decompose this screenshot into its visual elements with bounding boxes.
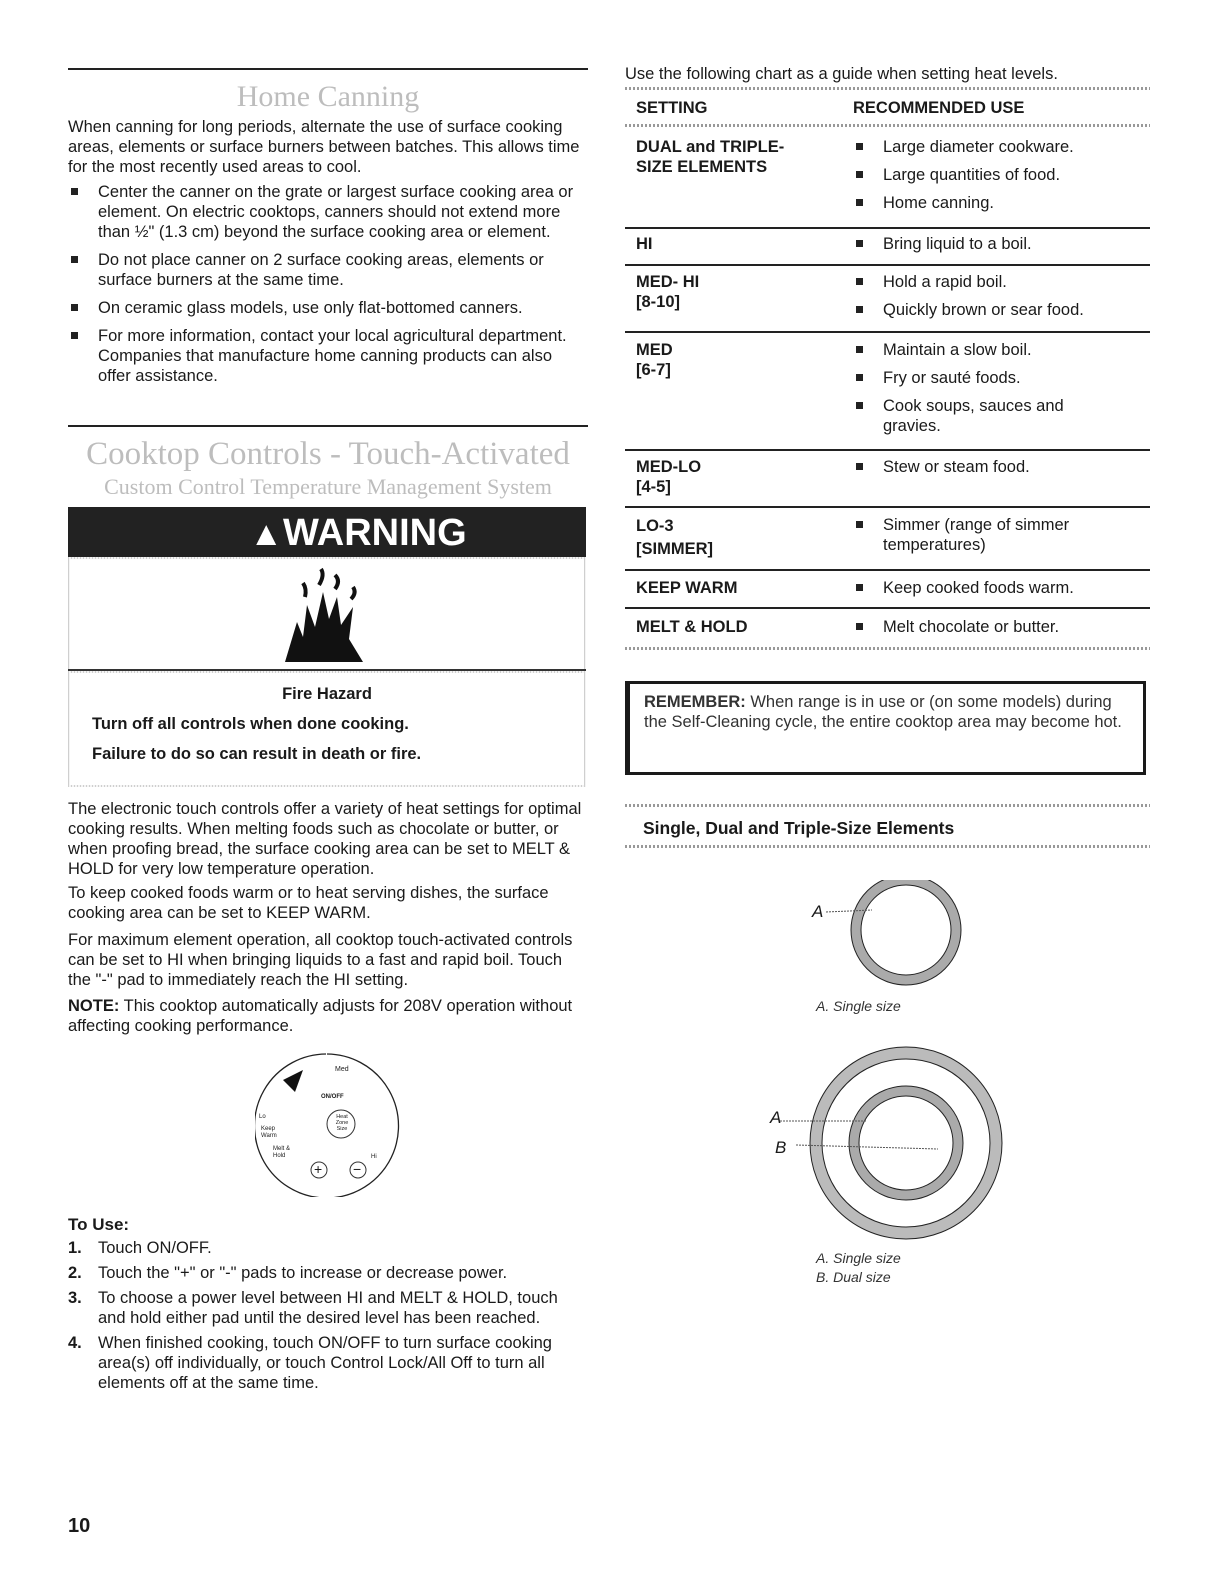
fig2-label-b: B (775, 1138, 787, 1157)
dial-keep-warm: Keep Warm (261, 1126, 277, 1139)
col-use-header: RECOMMENDED USE (853, 99, 1025, 117)
step-item: 4. When finished cooking, touch ON/OFF to turn surface cooking area(s) off individually, or touch Control Lock/All Off to turn all elements off at the same time. (68, 1334, 552, 1392)
to-use-steps (68, 1238, 588, 1398)
use-cell (853, 578, 1153, 606)
list-item: On ceramic glass models, use only flat-bottomed canners. (68, 298, 588, 318)
warning-text-panel (70, 673, 584, 785)
control-dial (255, 1052, 405, 1197)
list-item: Home canning. (853, 193, 1153, 213)
row-divider (625, 331, 1150, 333)
use-cell (853, 457, 1153, 485)
note-label: NOTE: (68, 997, 120, 1015)
warning-divider (68, 669, 586, 671)
setting-cell: DUAL and TRIPLE- SIZE ELEMENTS (636, 138, 785, 176)
table-row (636, 272, 1151, 332)
use-cell (853, 272, 1153, 328)
row-divider (625, 506, 1150, 508)
fig2-caption-a: A. Single size (816, 1250, 901, 1266)
col-setting-header: SETTING (636, 99, 708, 117)
note-text: This cooktop automatically adjusts for 208V operation without affecting cooking performance. (68, 997, 573, 1035)
dial-med: Med (335, 1066, 349, 1073)
row-divider (625, 449, 1150, 451)
dash-divider (625, 804, 1150, 807)
fig1-caption: A. Single size (816, 998, 901, 1014)
minus-button[interactable]: − (353, 1161, 362, 1177)
page-number: 10 (68, 1515, 91, 1537)
setting-cell: KEEP WARM (636, 579, 738, 597)
chart-intro: Use the following chart as a guide when setting heat levels. (625, 65, 1058, 83)
use-cell (853, 617, 1153, 645)
setting-cell: MED-LO [4-5] (636, 458, 702, 496)
paragraph-touch-controls: The electronic touch controls offer a variety of heat settings for optimal cooking results. When melting foods such as chocolate or butter, or when proofing bread, the surface cooking area can be set to MELT & HOLD for very low temperature operation. (68, 800, 582, 878)
section-rule (68, 425, 588, 427)
list-item: Fry or sauté foods. (853, 368, 1083, 388)
setting-cell: MED [6-7] (636, 341, 673, 379)
fire-hazard: Fire Hazard (282, 685, 372, 703)
dial-graphic (255, 1052, 405, 1197)
step-item: 3. To choose a power level between HI and MELT & HOLD, touch and hold either pad until the desired level has been reached. (68, 1289, 558, 1327)
elements-heading: Single, Dual and Triple-Size Elements (643, 818, 955, 838)
fire-icon (275, 567, 375, 667)
list-item: For more information, contact your local agricultural department. Companies that manufacture home canning products can also offer assistance. (68, 326, 588, 386)
use-cell (853, 234, 1153, 262)
table-row (636, 578, 1151, 606)
list-item: Cook soups, sauces and gravies. (853, 396, 1083, 436)
top-rule (68, 68, 588, 70)
fig2-caption-b: B. Dual size (816, 1269, 891, 1285)
cooktop-title: Cooktop Controls - Touch-Activated (86, 436, 570, 472)
setting-cell: HI (636, 235, 653, 253)
setting-cell: LO-3 [SIMMER] (636, 517, 713, 558)
single-element-diagram (808, 880, 968, 990)
list-item: Maintain a slow boil. (853, 340, 1083, 360)
fire-icon-panel (70, 559, 584, 669)
fig2-label-a: A (770, 1108, 782, 1127)
fig1-label-a: A (812, 902, 824, 921)
setting-cell: MED- HI [8-10] (636, 273, 700, 311)
table-row (636, 617, 1151, 645)
table-row (636, 340, 1151, 445)
list-item: Large diameter cookware. (853, 137, 1153, 157)
row-divider (625, 264, 1150, 266)
table-row (636, 515, 1151, 565)
list-item: Melt chocolate or butter. (853, 617, 1153, 637)
step-item: 2. Touch the "+" or "-" pads to increase or decrease power. (68, 1264, 508, 1282)
list-item: Center the canner on the grate or largest surface cooking area or element. On electric cooktops, canners should not extend more than ½" (1.3 cm) beyond the surface cooking area or element. (68, 182, 588, 242)
step-item: 1. Touch ON/OFF. (68, 1239, 212, 1257)
dial-hi: Hi (371, 1154, 377, 1160)
setting-cell: MELT & HOLD (636, 618, 748, 636)
dash-divider (625, 87, 1150, 90)
table-row (636, 234, 1151, 264)
dash-divider (625, 647, 1150, 650)
warning-text: WARNING (283, 512, 467, 554)
remember-text (644, 692, 1134, 732)
use-cell (853, 340, 1083, 444)
to-use-heading: To Use: (68, 1215, 130, 1234)
dial-lo: Lo (259, 1114, 266, 1120)
table-row (636, 457, 1151, 502)
dial-onoff-button[interactable]: ON/OFF (321, 1094, 344, 1100)
remember-body: When range is in use or (on some models) during the Self-Cleaning cycle, the entire cooktop area may become hot. (644, 693, 1122, 731)
cooktop-subtitle: Custom Control Temperature Management System (104, 474, 552, 499)
note-paragraph (68, 996, 588, 1036)
use-cell (853, 515, 1083, 563)
list-item: Large quantities of food. (853, 165, 1153, 185)
remember-box (625, 681, 1146, 775)
dial-melt-hold: Melt & Hold (273, 1146, 291, 1159)
table-row (636, 137, 1151, 222)
warning-line-2: Failure to do so can result in death or fire. (92, 745, 422, 763)
home-canning-title: Home Canning (236, 80, 420, 113)
list-item: Hold a rapid boil. (853, 272, 1153, 292)
dash-divider (625, 124, 1150, 127)
dual-element-diagram (768, 1045, 1008, 1245)
row-divider (625, 607, 1150, 609)
dash-divider (625, 845, 1150, 848)
warning-label (208, 509, 508, 558)
home-canning-bullets (68, 182, 588, 394)
list-item: Bring liquid to a boil. (853, 234, 1153, 254)
alert-triangle-icon: ▲ (249, 515, 283, 553)
list-item: Simmer (range of simmer temperatures) (853, 515, 1083, 555)
use-cell (853, 137, 1153, 221)
list-item: Keep cooked foods warm. (853, 578, 1153, 598)
warning-line-1: Turn off all controls when done cooking. (92, 715, 409, 733)
list-item: Quickly brown or sear food. (853, 300, 1153, 320)
home-canning-intro: When canning for long periods, alternate the use of surface cooking areas, elements or surface burners between batches. This allows time for the most recently used areas to cool. (68, 118, 580, 176)
plus-button[interactable]: + (314, 1161, 323, 1177)
list-item: Stew or steam food. (853, 457, 1153, 477)
row-divider (625, 227, 1150, 229)
heat-zone-size-button[interactable]: Heat Zone Size (335, 1114, 349, 1132)
list-item: Do not place canner on 2 surface cooking areas, elements or surface burners at the same time. (68, 250, 588, 290)
warning-box (68, 507, 586, 787)
row-divider (625, 569, 1150, 571)
remember-label: REMEMBER: (644, 693, 746, 711)
paragraph-keep-warm: To keep cooked foods warm or to heat serving dishes, the surface cooking area can be set to KEEP WARM. (68, 884, 549, 922)
paragraph-max-operation: For maximum element operation, all cooktop touch-activated controls can be set to HI when bringing liquids to a fast and rapid boil. Touch the "-" pad to immediately reach the HI setting. (68, 931, 573, 989)
